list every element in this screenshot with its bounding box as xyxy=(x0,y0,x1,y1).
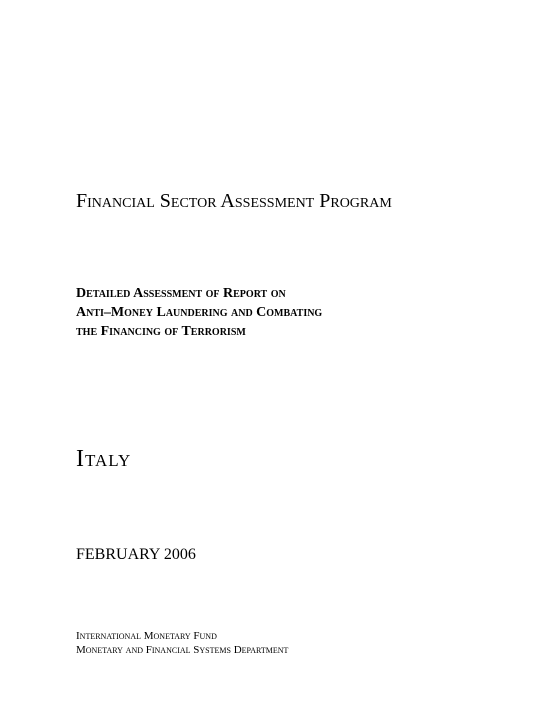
report-date: FEBRUARY 2006 xyxy=(76,546,196,563)
report-title-line-1: Detailed Assessment of Report on xyxy=(76,286,286,301)
report-title-line-2: Anti–Money Laundering and Combating xyxy=(76,305,323,320)
department-name: Monetary and Financial Systems Department xyxy=(76,644,289,656)
program-title: Financial Sector Assessment Program xyxy=(76,190,392,212)
organization-name: International Monetary Fund xyxy=(76,630,217,642)
report-title-line-3: the Financing of Terrorism xyxy=(76,324,246,339)
organization-block xyxy=(76,629,288,657)
report-title xyxy=(76,284,322,341)
country-name: Italy xyxy=(76,446,132,472)
